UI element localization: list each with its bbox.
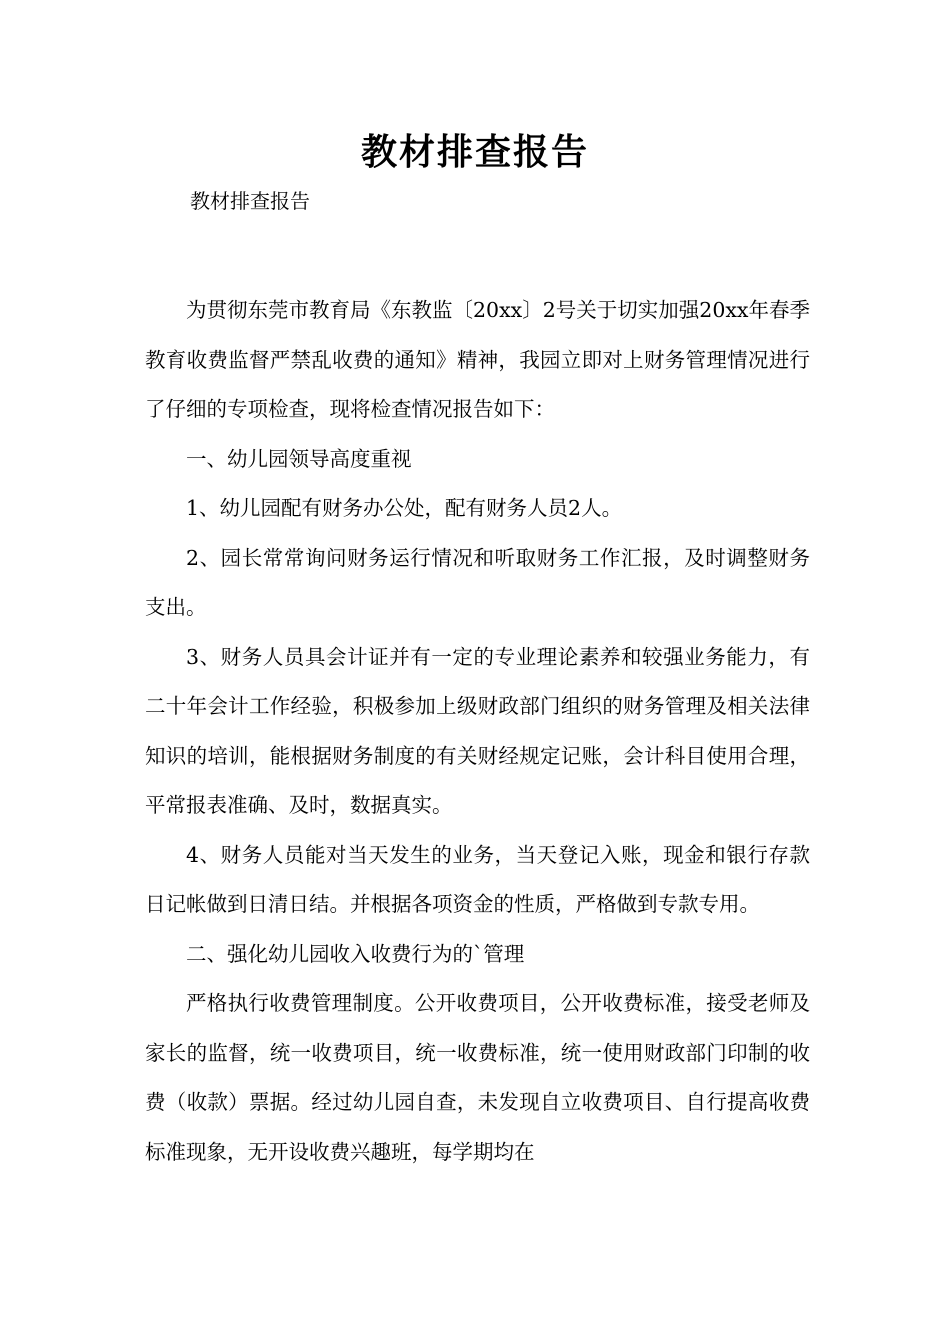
paragraph-item-1: 1、幼儿园配有财务办公处，配有财务人员2人。 (186, 496, 623, 520)
document-subtitle: 教材排查报告 (190, 189, 310, 213)
document-title: 教材排查报告 (360, 132, 589, 173)
paragraph-section-2-body: 严格执行收费管理制度。公开收费项目，公开收费标准，接受老师及家长的监督，统一收费项目，统一收费标准，统一使用财政部门印制的收费（收款）票据。经过幼儿园自查，未发现自立收费项目、自行提高收费标准现象，无开设收费兴趣班，每学期均在 (145, 991, 810, 1164)
document-body (145, 286, 810, 1177)
heading-section-1: 一、幼儿园领导高度重视 (186, 446, 412, 471)
paragraph-item-3: 3、财务人员具会计证并有一定的专业理论素养和较强业务能力，有二十年会计工作经验，积极参加上级财政部门组织的财务管理及相关法律知识的培训，能根据财务制度的有关财经规定记账，会计科目使用合理，平常报表准确、及时，数据真实。 (145, 644, 810, 817)
paragraph-item-2: 2、园长常常询问财务运行情况和听取财务工作汇报，及时调整财务支出。 (145, 545, 810, 619)
paragraph-item-4: 4、财务人员能对当天发生的业务，当天登记入账，现金和银行存款日记帐做到日清日结。并根据各项资金的性质，严格做到专款专用。 (145, 842, 810, 916)
paragraph-intro: 为贯彻东莞市教育局《东教监〔20xx〕2号关于切实加强20xx年春季教育收费监督严禁乱收费的通知》精神，我园立即对上财务管理情况进行了仔细的专项检查，现将检查情况报告如下： (145, 298, 810, 421)
heading-section-2: 二、强化幼儿园收入收费行为的`管理 (186, 941, 525, 966)
